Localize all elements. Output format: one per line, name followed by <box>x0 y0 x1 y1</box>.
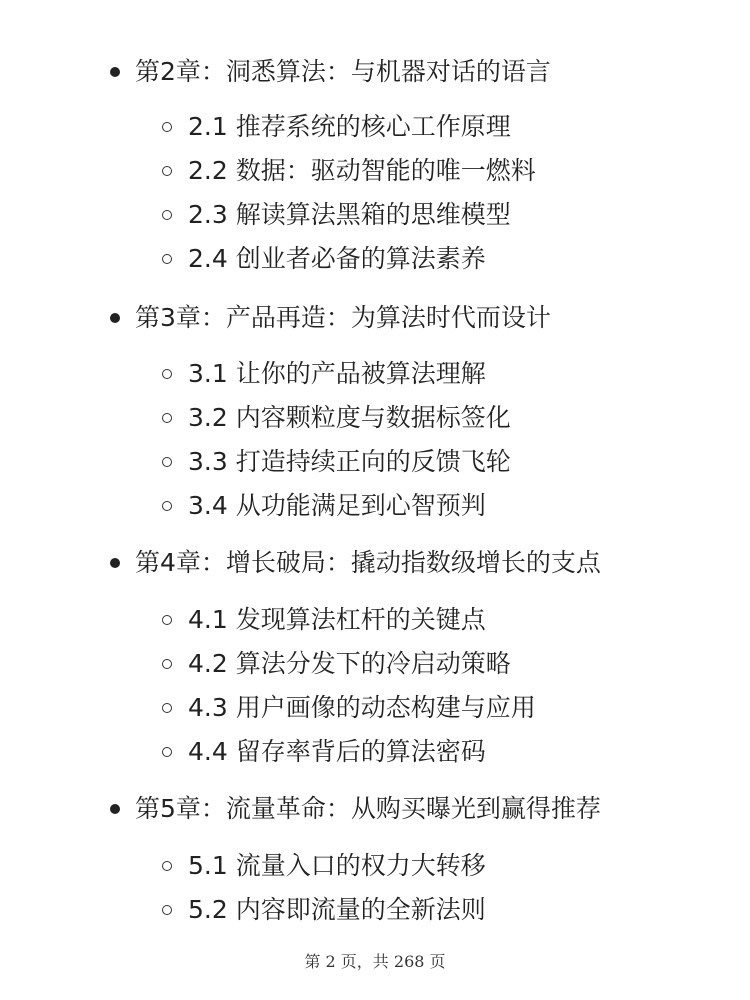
bullet-circle-icon <box>162 905 172 915</box>
section-item <box>188 110 511 144</box>
section-item <box>188 401 511 435</box>
section-title: 2.1 推荐系统的核心工作原理 <box>188 112 511 141</box>
bullet-circle-icon <box>162 501 172 511</box>
chapter-title: 第2章：洞悉算法：与机器对话的语言 <box>135 57 551 86</box>
chapter-3-item <box>135 301 551 335</box>
section-title: 5.1 流量入口的权力大转移 <box>188 851 486 880</box>
section-title: 4.4 留存率背后的算法密码 <box>188 737 486 766</box>
chapter-title: 第5章：流量革命：从购买曝光到赢得推荐 <box>135 794 601 823</box>
bullet-circle-icon <box>162 457 172 467</box>
section-item <box>188 489 486 523</box>
section-item <box>188 691 536 725</box>
bullet-circle-icon <box>162 861 172 871</box>
bullet-circle-icon <box>162 615 172 625</box>
section-title: 3.1 让你的产品被算法理解 <box>188 359 486 388</box>
section-title: 2.4 创业者必备的算法素养 <box>188 244 486 273</box>
bullet-circle-icon <box>162 254 172 264</box>
section-title: 2.2 数据：驱动智能的唯一燃料 <box>188 156 536 185</box>
section-title: 4.2 算法分发下的冷启动策略 <box>188 649 511 678</box>
bullet-circle-icon <box>162 122 172 132</box>
section-item <box>188 849 486 883</box>
section-item <box>188 445 511 479</box>
section-title: 3.4 从功能满足到心智预判 <box>188 491 486 520</box>
bullet-disc-icon <box>110 67 120 77</box>
section-title: 2.3 解读算法黑箱的思维模型 <box>188 200 511 229</box>
bullet-circle-icon <box>162 413 172 423</box>
chapter-title: 第3章：产品再造：为算法时代而设计 <box>135 303 551 332</box>
bullet-disc-icon <box>110 558 120 568</box>
section-item <box>188 242 486 276</box>
chapter-5-item <box>135 792 601 826</box>
section-title: 3.2 内容颗粒度与数据标签化 <box>188 403 511 432</box>
chapter-4-item <box>135 546 601 580</box>
bullet-circle-icon <box>162 659 172 669</box>
bullet-disc-icon <box>110 804 120 814</box>
bullet-circle-icon <box>162 747 172 757</box>
section-item <box>188 357 486 391</box>
bullet-circle-icon <box>162 369 172 379</box>
section-item <box>188 198 511 232</box>
section-item <box>188 893 486 927</box>
chapter-2-item <box>135 55 551 89</box>
bullet-circle-icon <box>162 166 172 176</box>
section-item <box>188 603 486 637</box>
section-title: 4.3 用户画像的动态构建与应用 <box>188 693 536 722</box>
section-item <box>188 154 536 188</box>
chapter-title: 第4章：增长破局：撬动指数级增长的支点 <box>135 548 601 577</box>
section-item <box>188 735 486 769</box>
section-title: 3.3 打造持续正向的反馈飞轮 <box>188 447 511 476</box>
bullet-disc-icon <box>110 313 120 323</box>
bullet-circle-icon <box>162 703 172 713</box>
section-item <box>188 647 511 681</box>
page-indicator: 第 2 页，共 268 页 <box>304 952 446 971</box>
bullet-circle-icon <box>162 210 172 220</box>
section-title: 4.1 发现算法杠杆的关键点 <box>188 605 486 634</box>
section-title: 5.2 内容即流量的全新法则 <box>188 895 486 924</box>
